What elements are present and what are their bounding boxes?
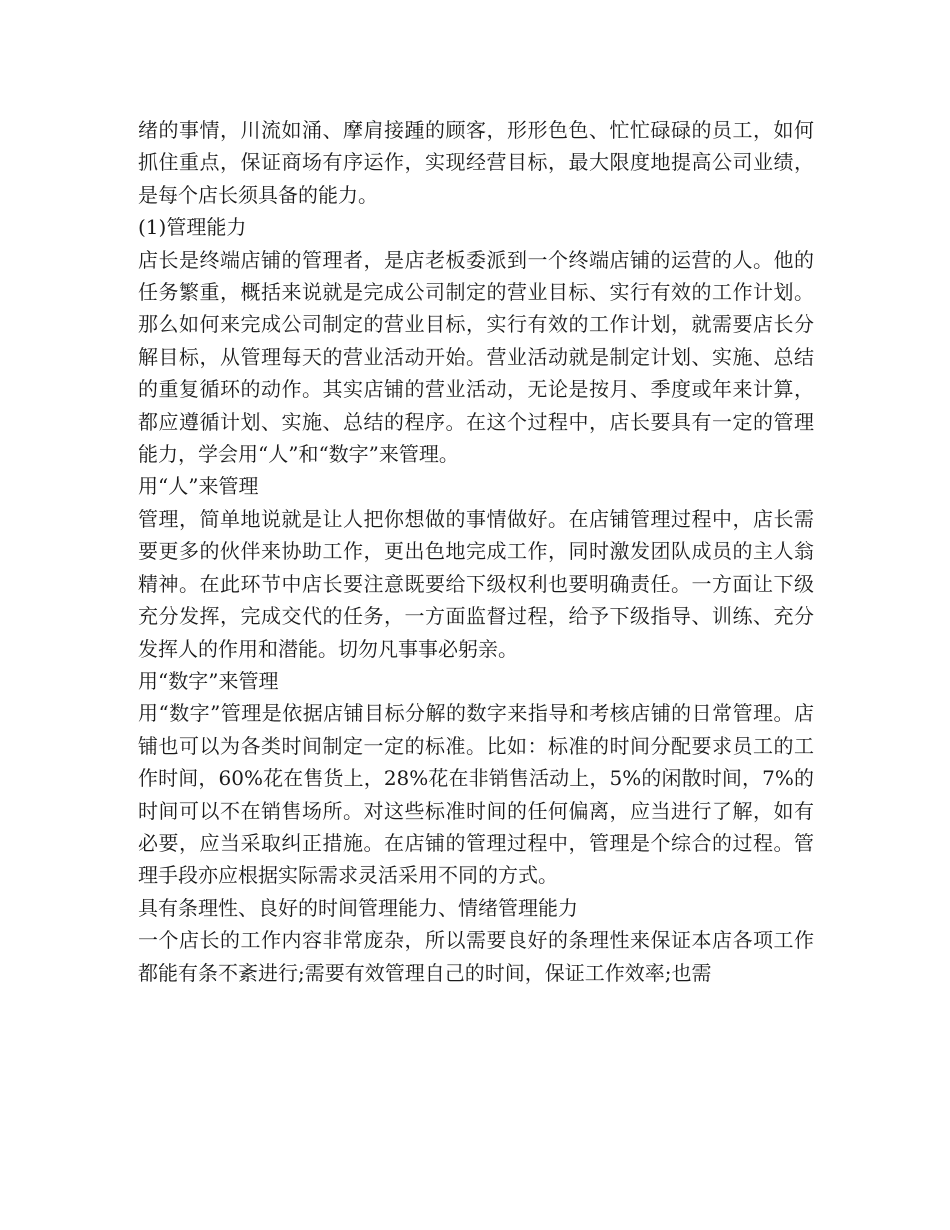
- section-heading-manage-by-people: 用“人”来管理: [138, 474, 259, 499]
- section-heading-organization-time-emotion: 具有条理性、良好的时间管理能力、情绪管理能力: [138, 895, 578, 920]
- section-heading-manage-by-numbers: 用“数字”来管理: [138, 668, 279, 693]
- section-heading-management-ability: (1)管理能力: [138, 215, 247, 240]
- paragraph-manage-by-people: 管理，简单地说就是让人把你想做的事情做好。在店铺管理过程中，店长需要更多的伙伴来协助工作，更出色地完成工作，同时激发团队成员的主人翁精神。在此环节中店长要注意既要给下级权利也要明确责任。一方面让下级充分发挥，完成交代的任务，一方面监督过程，给予下级指导、训练、充分发挥人的作用和潜能。切勿凡事事必躬亲。: [138, 506, 814, 661]
- paragraph-management-ability: 店长是终端店铺的管理者，是店老板委派到一个终端店铺的运营的人。他的任务繁重，概括来说就是完成公司制定的营业目标、实行有效的工作计划。那么如何来完成公司制定的营业目标，实行有效的工作计划，就需要店长分解目标，从管理每天的营业活动开始。营业活动就是制定计划、实施、总结的重复循环的动作。其实店铺的营业活动，无论是按月、季度或年来计算，都应遵循计划、实施、总结的程序。在这个过程中，店长要具有一定的管理能力，学会用“人”和“数字”来管理。: [138, 247, 814, 467]
- paragraph-manage-by-numbers: 用“数字”管理是依据店铺目标分解的数字来指导和考核店铺的日常管理。店铺也可以为各类时间制定一定的标准。比如：标准的时间分配要求员工的工作时间，60%花在售货上，28%花在非销售活动上，5%的闲散时间，7%的时间可以不在销售场所。对这些标准时间的任何偏离，应当进行了解，如有必要，应当采取纠正措施。在店铺的管理过程中，管理是个综合的过程。管理手段亦应根据实际需求灵活采用不同的方式。: [138, 701, 814, 888]
- paragraph-intro: 绪的事情，川流如涌、摩肩接踵的顾客，形形色色、忙忙碌碌的员工，如何抓住重点，保证商场有序运作，实现经营目标，最大限度地提高公司业绩，是每个店长须具备的能力。: [138, 118, 814, 207]
- paragraph-organization-time-emotion: 一个店长的工作内容非常庞杂，所以需要良好的条理性来保证本店各项工作都能有条不紊进行;需要有效管理自己的时间，保证工作效率;也需: [138, 928, 814, 985]
- document-body: [138, 114, 814, 989]
